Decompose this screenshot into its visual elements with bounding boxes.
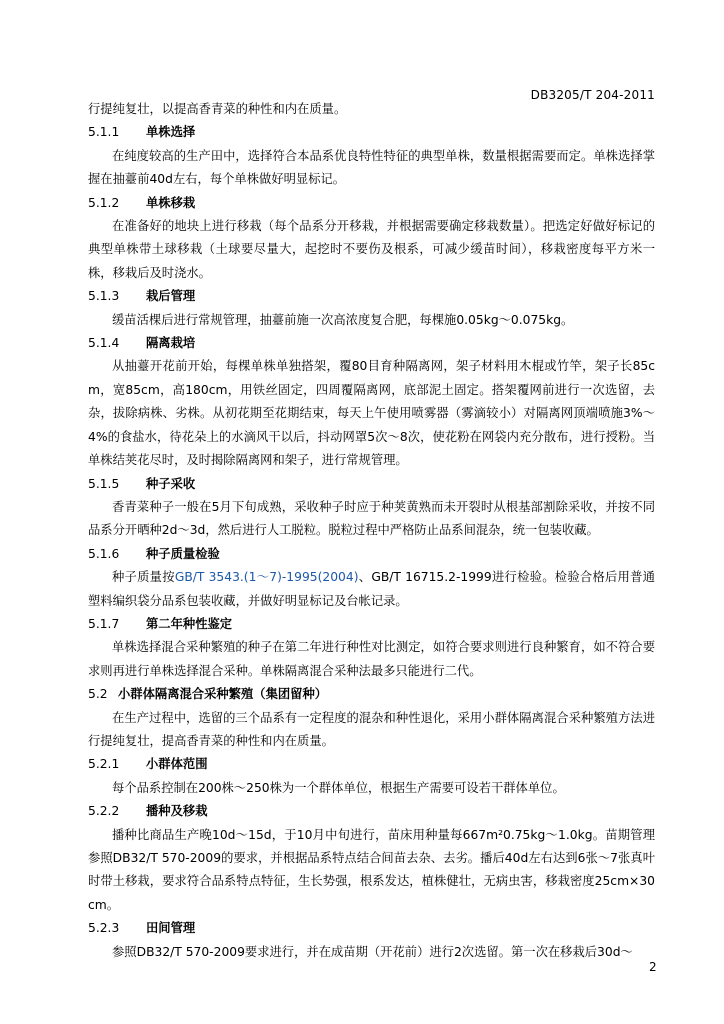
- paragraph: 播种比商品生产晚10d～15d，于10月中旬进行，苗床用种量每667m²0.75kg～1.0kg。苗期管理参照DB32/T 570-2009的要求，并根据品系特点结合间苗去杂、去劣。播后40d左右达到6张～7张真叶时带土移栽，要求符合品系特点特征，生长势强，根系发达，植株健壮，无病虫害，移栽密度25cm×30cm。: [88, 827, 655, 912]
- paragraph: [88, 566, 655, 613]
- paragraph: 每个品系控制在200株～250株为一个群体单位，根据生产需要可设若干群体单位。: [112, 780, 565, 795]
- heading-title: 小群体范围: [146, 757, 208, 772]
- heading-number: 5.2: [88, 687, 108, 702]
- heading-5-1-2: [88, 192, 655, 215]
- heading-title: 单株移栽: [146, 195, 196, 210]
- paragraph: 在纯度较高的生产田中，选择符合本品系优良特性特征的典型单株，数量根据需要而定。单株选择掌握在抽薹前40d左右，每个单株做好明显标记。: [88, 148, 655, 187]
- heading-5-1-7: [88, 613, 655, 636]
- page-number: 2: [649, 960, 657, 974]
- heading-number: 5.2.1: [88, 757, 120, 772]
- heading-5-2: [88, 683, 655, 706]
- heading-number: 5.1.7: [88, 616, 120, 631]
- paragraph: 在生产过程中，选留的三个品系有一定程度的混杂和种性退化，采用小群体隔离混合采种繁殖方法进行提纯复壮，提高香青菜的种性和内在质量。: [88, 710, 655, 748]
- heading-5-2-1: [88, 753, 655, 776]
- heading-5-1-3: [88, 285, 655, 308]
- heading-title: 种子采收: [146, 476, 196, 491]
- paragraph: 香青菜种子一般在5月下旬成熟，采收种子时应于种荚黄熟而未开裂时从根基部割除采收，并按不同品系分开晒种2d～3d，然后进行人工脱粒。脱粒过程中严格防止品系间混杂，统一包装收藏。: [88, 499, 655, 538]
- heading-number: 5.1.5: [88, 476, 120, 491]
- heading-number: 5.1.6: [88, 546, 120, 561]
- paragraph: 缓苗活棵后进行常规管理，抽薹前施一次高浓度复合肥，每棵施0.05kg～0.075kg。: [112, 312, 574, 327]
- heading-title: 栽后管理: [146, 289, 196, 304]
- heading-title: 小群体隔离混合采种繁殖（集团留种）: [118, 687, 328, 702]
- heading-5-1-5: [88, 473, 655, 496]
- heading-5-1-4: [88, 332, 655, 355]
- heading-5-1-1: [88, 121, 655, 144]
- heading-5-2-3: [88, 917, 655, 940]
- paragraph: 在准备好的地块上进行移栽（每个品系分开移栽，并根据需要确定移栽数量）。把选定好做好标记的典型单株带土球移栽（土球要尽量大，起挖时不要伤及根系，可减少缓苗时间），移栽密度每平方米一株，移栽后及时浇水。: [88, 219, 655, 280]
- paragraph-text: 、GB/T 16715.2-1999进行检验。检验合格后用普通塑料编织袋分品系包装收藏，并做好明显标记及台帐记录。: [88, 570, 655, 608]
- heading-number: 5.1.3: [88, 289, 120, 304]
- heading-number: 5.1.2: [88, 195, 120, 210]
- heading-title: 第二年种性鉴定: [146, 616, 233, 631]
- heading-number: 5.2.2: [88, 804, 120, 819]
- paragraph: 参照DB32/T 570-2009要求进行，并在成苗期（开花前）进行2次选留。第一次在移栽后30d～: [112, 944, 633, 959]
- document-body: [88, 98, 655, 964]
- heading-title: 播种及移栽: [146, 804, 208, 819]
- paragraph-text: 种子质量按: [112, 570, 175, 585]
- heading-5-2-2: [88, 800, 655, 823]
- heading-title: 种子质量检验: [146, 546, 220, 561]
- paragraph-continuation: 行提纯复壮，以提高香青菜的种性和内在质量。: [88, 102, 347, 116]
- standard-link[interactable]: GB/T 3543.(1～7)-1995(2004): [174, 570, 359, 585]
- heading-number: 5.1.1: [88, 125, 120, 140]
- heading-5-1-6: [88, 543, 655, 566]
- heading-title: 田间管理: [146, 921, 196, 936]
- heading-number: 5.2.3: [88, 921, 120, 936]
- heading-title: 单株选择: [146, 125, 196, 140]
- standard-code: DB3205/T 204-2011: [530, 88, 655, 102]
- paragraph: 单株选择混合采种繁殖的种子在第二年进行种性对比测定，如符合要求则进行良种繁育，如不符合要求则再进行单株选择混合采种。单株隔离混合采种法最多只能进行二代。: [88, 640, 655, 678]
- heading-title: 隔离栽培: [146, 336, 196, 351]
- heading-number: 5.1.4: [88, 336, 120, 351]
- paragraph: 从抽薹开花前开始，每棵单株单独搭架，覆80目育种隔离网，架子材料用木棍或竹竿，架子长85cm，宽85cm，高180cm，用铁丝固定，四周覆隔离网，底部泥土固定。搭架覆网前进行一次选留，去杂，拔除病株、劣株。从初花期至花期结束，每天上午使用喷雾器（雾滴较小）对隔离网顶端喷施3%～4%的食盐水，待花朵上的水滴风干以后，抖动网罩5次～8次，使花粉在网袋内充分散布，进行授粉。当单株结荚花尽时，及时揭除隔离网和架子，进行常规管理。: [88, 359, 655, 468]
